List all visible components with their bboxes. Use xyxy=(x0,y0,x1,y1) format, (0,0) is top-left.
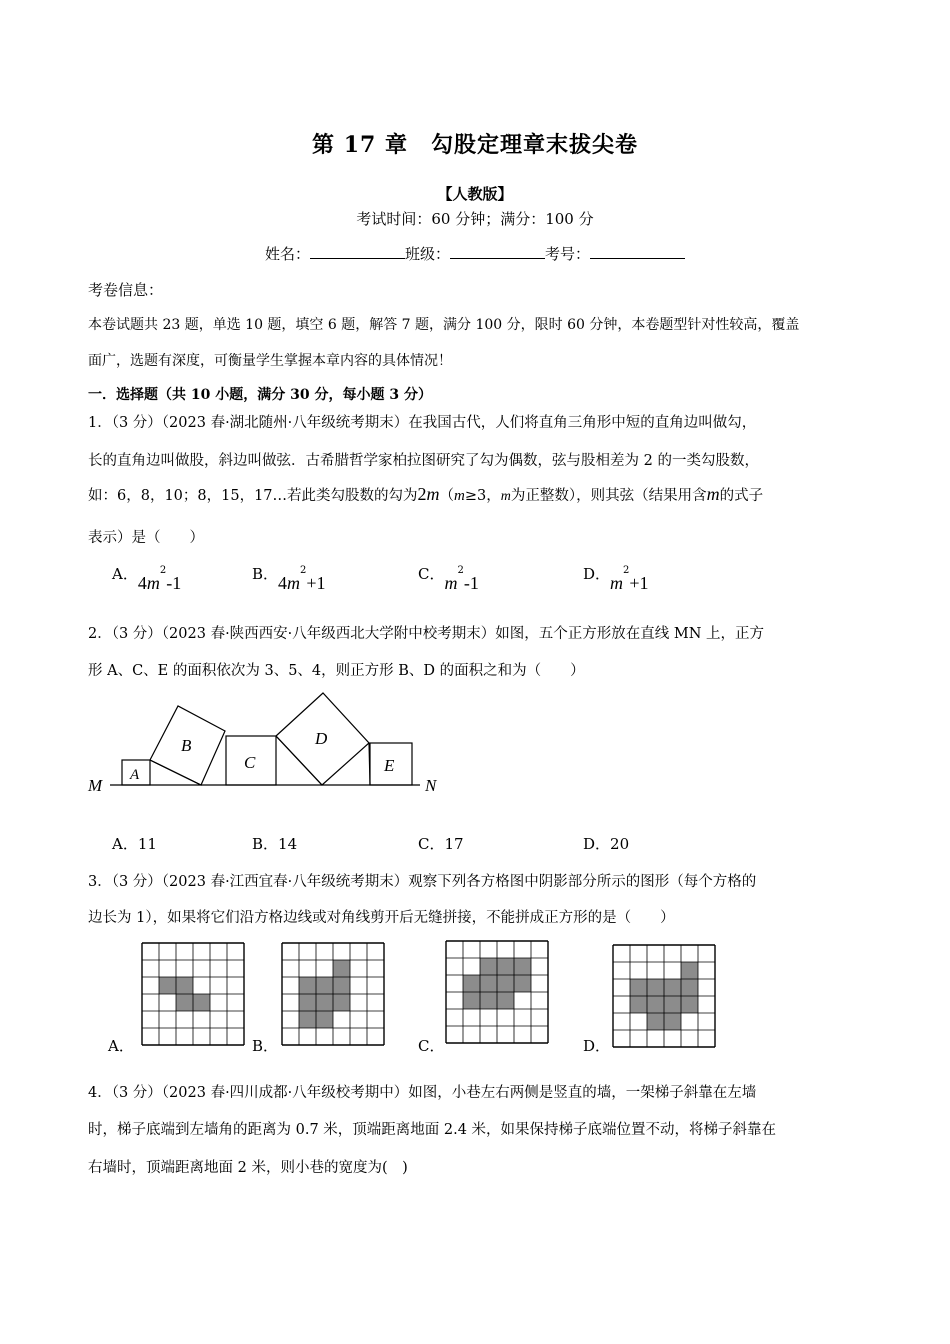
label-c: C xyxy=(244,753,256,772)
page-title: 第 17 章 勾股定理章末拔尖卷 xyxy=(312,132,638,158)
label-a: A xyxy=(130,767,140,783)
shaded-cell xyxy=(647,979,664,996)
q3-line-1: 3．（3 分）（2023 春·江西宜春·八年级统考期末）观察下列各方格图中阴影部分所示的图形（每个方格的 xyxy=(88,874,757,890)
info-line-1: 本卷试题共 23 题，单选 10 题，填空 6 题，解答 7 题，满分 100 分，限时 60 分钟，本卷题型针对性较高，覆盖 xyxy=(88,317,800,333)
q1-var-m-3: m xyxy=(500,489,511,504)
q1-line-4: 表示）是（ ） xyxy=(88,530,204,546)
q1-option-a-rest: -1 xyxy=(166,573,182,593)
shaded-cell xyxy=(333,994,350,1011)
q1-option-c-exp: 2 xyxy=(457,565,464,576)
q1-option-a[interactable] xyxy=(112,563,182,593)
shaded-cell xyxy=(497,975,514,992)
q1-option-b-letter: B． xyxy=(252,565,279,583)
shaded-cell xyxy=(630,996,647,1013)
grid-c xyxy=(445,940,549,1046)
q1-cond-tail: 为正整数），则其弦（结果用含 xyxy=(510,488,707,504)
class-label: 班级： xyxy=(404,245,450,263)
section-heading: 一．选择题（共 10 小题，满分 30 分，每小题 3 分） xyxy=(88,387,432,403)
shaded-cell xyxy=(480,975,497,992)
shaded-cell xyxy=(647,1013,664,1030)
shaded-cell xyxy=(480,958,497,975)
q1-option-d[interactable] xyxy=(583,563,649,593)
q2-option-b[interactable]: B．14 xyxy=(252,835,298,853)
shaded-cell xyxy=(664,996,681,1013)
q1-tail: 的式子 xyxy=(719,488,764,504)
q4-line-1: 4．（3 分）（2023 春·四川成都·八年级校考期中）如图，小巷左右两侧是竖直的墙，一架梯子斜靠在左墙 xyxy=(88,1085,757,1101)
shaded-cell xyxy=(463,992,480,1009)
q3-option-c[interactable]: C． xyxy=(418,1037,445,1055)
shaded-cell xyxy=(681,996,698,1013)
q2-figure xyxy=(80,688,460,798)
info-line-2: 面广，选题有深度，可衡量学生掌握本章内容的具体情况！ xyxy=(88,353,452,369)
shaded-cell xyxy=(681,979,698,996)
q2-option-a[interactable]: A．11 xyxy=(112,835,157,853)
q2-option-d[interactable]: D．20 xyxy=(583,835,630,853)
q1-option-d-exp: 2 xyxy=(623,565,630,576)
shaded-cell xyxy=(176,994,193,1011)
number-label: 考号： xyxy=(545,245,591,263)
name-blank xyxy=(310,244,405,259)
q1-line-1: 1．（3 分）（2023 春·湖北随州·八年级统考期末）在我国古代，人们将直角三角形中短的直角边叫做勾， xyxy=(88,415,757,431)
shaded-cell xyxy=(316,994,333,1011)
q1-coef-2: 2 xyxy=(417,484,427,504)
student-info-row xyxy=(0,243,950,264)
shaded-cell xyxy=(159,977,176,994)
shaded-cell xyxy=(497,992,514,1009)
label-d: D xyxy=(315,729,328,748)
q1-option-b-exp: 2 xyxy=(300,565,307,576)
name-label: 姓名： xyxy=(264,245,310,263)
q1-line-3-text: 如：6，8，10；8，15，17…若此类勾股数的勾为 xyxy=(88,488,418,504)
shaded-cell xyxy=(299,1011,316,1028)
exam-time: 考试时间：60 分钟；满分：100 分 xyxy=(356,210,594,228)
q1-paren: （ xyxy=(439,488,455,504)
q1-option-c[interactable] xyxy=(418,563,479,593)
shaded-cell xyxy=(333,977,350,994)
q1-option-b-var: m xyxy=(287,573,301,593)
q3-line-2: 边长为 1），如果将它们沿方格边线或对角线剪开后无缝拼接，不能拼成正方形的是（ ） xyxy=(88,910,675,926)
shaded-cell xyxy=(664,1013,681,1030)
q1-line-3 xyxy=(88,484,763,505)
q1-option-d-rest: +1 xyxy=(629,573,649,593)
shaded-cell xyxy=(333,960,350,977)
q4-line-3: 右墙时，顶端距离地面 2 米，则小巷的宽度为( ) xyxy=(88,1160,408,1176)
shaded-cell xyxy=(630,979,647,996)
label-n: N xyxy=(425,776,437,795)
shaded-cell xyxy=(316,977,333,994)
grid-d xyxy=(612,944,716,1050)
q1-option-c-var: m xyxy=(444,573,458,593)
q1-option-a-letter: A． xyxy=(112,565,138,583)
q1-option-a-exp: 2 xyxy=(159,565,167,576)
q3-option-b[interactable]: B． xyxy=(252,1037,279,1055)
triangle-ab xyxy=(150,760,201,785)
class-blank xyxy=(450,244,545,259)
shaded-cell xyxy=(681,962,698,979)
shaded-cell xyxy=(463,975,480,992)
edition-label: 【人教版】 xyxy=(437,185,513,203)
q1-line-2: 长的直角边叫做股，斜边叫做弦．古希腊哲学家柏拉图研究了勾为偶数，弦与股相差为 2 的一类勾股数， xyxy=(88,453,759,469)
q1-option-c-letter: C． xyxy=(418,565,445,583)
q1-option-b-coef: 4 xyxy=(278,573,288,593)
q3-option-a[interactable]: A． xyxy=(108,1037,134,1055)
shaded-cell xyxy=(514,958,531,975)
q2-line-2: 形 A、C、E 的面积依次为 3、5、4，则正方形 B、D 的面积之和为（ ） xyxy=(88,663,585,679)
q4-line-2: 时，梯子底端到左墙角的距离为 0.7 米，顶端距离地面 2.4 米，如果保持梯子底端位置不动，将梯子斜靠在 xyxy=(88,1122,777,1138)
q1-cond: ≥3， xyxy=(464,488,501,504)
q1-option-c-rest: -1 xyxy=(463,573,479,593)
shaded-cell xyxy=(497,958,514,975)
label-m: M xyxy=(88,776,103,795)
shaded-cell xyxy=(647,996,664,1013)
q2-line-1: 2．（3 分）（2023 春·陕西西安·八年级西北大学附中校考期末）如图，五个正方形放在直线 MN 上，正方 xyxy=(88,626,765,642)
grid-b xyxy=(281,942,385,1048)
q1-option-d-letter: D． xyxy=(583,565,611,583)
q3-option-d[interactable]: D． xyxy=(583,1037,611,1055)
q1-option-d-var: m xyxy=(610,573,624,593)
q1-var-m-4: m xyxy=(706,484,720,504)
label-b: B xyxy=(181,736,192,755)
shaded-cell xyxy=(193,994,210,1011)
q1-option-b[interactable] xyxy=(252,563,326,593)
shaded-cell xyxy=(316,1011,333,1028)
q1-var-m: m xyxy=(426,484,440,504)
shaded-cell xyxy=(480,992,497,1009)
q1-var-m-2: m xyxy=(454,488,465,504)
shaded-cell xyxy=(299,977,316,994)
info-label: 考卷信息： xyxy=(88,281,164,299)
grid-a xyxy=(141,942,245,1048)
q1-option-a-coef: 4 xyxy=(137,573,147,593)
number-blank xyxy=(590,244,685,259)
shaded-cell xyxy=(664,979,681,996)
q1-option-b-rest: +1 xyxy=(306,573,326,593)
q2-option-c[interactable]: C．17 xyxy=(418,835,464,853)
shaded-cell xyxy=(299,994,316,1011)
shaded-cell xyxy=(176,977,193,994)
q1-option-a-var: m xyxy=(146,573,160,593)
label-e: E xyxy=(384,756,395,775)
shaded-cell xyxy=(514,975,531,992)
